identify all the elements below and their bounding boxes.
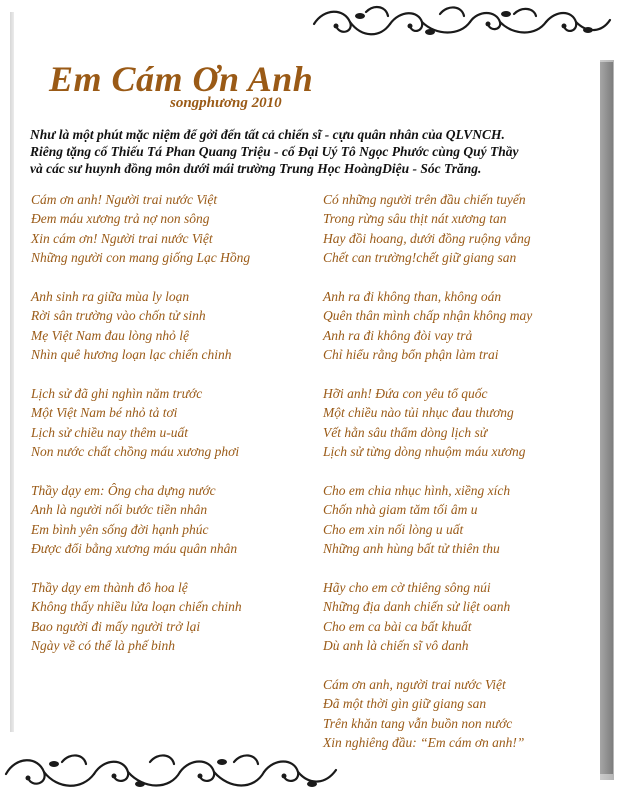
poem-line: Chốn nhà giam tăm tối âm u <box>323 502 478 518</box>
poem-line: Chết can trường!chết giữ giang san <box>323 250 517 266</box>
poem-line: Anh sinh ra giữa mùa ly loạn <box>31 289 190 305</box>
poem-line: Cám ơn anh, người trai nước Việt <box>323 677 506 693</box>
stanza <box>323 675 613 753</box>
poem-line: Xin cám ơn! Người trai nước Việt <box>31 230 213 246</box>
poem-line: Trong rừng sâu thịt nát xương tan <box>323 211 507 227</box>
poem-title: Em Cám Ơn Anh <box>49 59 314 99</box>
poem-line: Mẹ Việt Nam đau lòng nhỏ lệ <box>31 327 189 343</box>
stanza <box>31 384 321 462</box>
stanza <box>323 481 613 559</box>
poem-line: Thầy dạy em: Ông cha dựng nước <box>31 483 216 499</box>
poem-line: Lịch sử từng dòng nhuộm máu xương <box>323 444 526 460</box>
poem-line: Anh ra đi không đòi vay trả <box>323 327 473 343</box>
poem-line: Cho em chia nhục hình, xiềng xích <box>323 483 511 499</box>
stanza <box>323 578 613 656</box>
dedication <box>30 126 595 177</box>
poem-line: Lịch sử chiều nay thêm u-uất <box>31 424 188 440</box>
poem-line: Lịch sử đã ghi nghìn năm trước <box>31 386 203 402</box>
dedication-line: và các sư huynh đồng môn dưới mái trường Trung Học HoàngDiệu - Sóc Trăng. <box>30 161 482 176</box>
poem-line: Hỡi anh! Đứa con yêu tổ quốc <box>323 386 488 402</box>
poem-line: Thầy dạy em thành đô hoa lệ <box>31 580 188 596</box>
poem-line: Một chiều nào tủi nhục đau thương <box>323 405 514 421</box>
poem-line: Có những người trên đầu chiến tuyến <box>323 192 526 207</box>
poem-line: Ngày về có thể là phế binh <box>31 638 175 654</box>
poem-line: Hay đồi hoang, dưới đồng ruộng vắng <box>323 230 531 246</box>
poem-line: Trên khăn tang vẫn buồn non nước <box>323 715 513 731</box>
stanza <box>31 287 321 365</box>
poem-line: Bao người đi mấy người trở lại <box>31 618 201 634</box>
poem-line: Hãy cho em cờ thiêng sông núi <box>323 580 491 596</box>
poem-line: Em bình yên sống đời hạnh phúc <box>31 521 209 537</box>
poem-line: Anh ra đi không than, không oán <box>323 289 502 305</box>
stanza <box>31 578 321 656</box>
stanza <box>323 384 613 462</box>
poem-line: Nhìn quê hương loạn lạc chiến chinh <box>31 347 232 363</box>
poem-line: Non nước chất chồng máu xương phơi <box>31 444 240 460</box>
poem-line: Xin nghiêng đầu: “Em cám ơn anh!” <box>323 735 525 751</box>
poem-line: Rời sân trường vào chốn tử sinh <box>31 308 206 324</box>
poem-line: Cám ơn anh! Người trai nước Việt <box>31 192 218 207</box>
poem-column-left <box>31 190 321 675</box>
stanza <box>31 190 321 268</box>
poem-line: Những người con mang giống Lạc Hồng <box>31 250 251 266</box>
poem-line: Không thấy nhiều lửa loạn chiến chinh <box>31 599 242 615</box>
poem-line: Dù anh là chiến sĩ vô danh <box>323 638 469 654</box>
dedication-line: Riêng tặng cố Thiếu Tá Phan Quang Triệu - cố Đại Uý Tô Ngọc Phước cùng Quý Thầy <box>30 144 519 159</box>
poem-line: Quên thân mình chấp nhận không may <box>323 308 533 324</box>
scroll-ornament-bottom-left-icon <box>0 744 342 800</box>
scroll-ornament-top-right-icon <box>300 2 618 44</box>
stanza <box>323 287 613 365</box>
stanza <box>31 481 321 559</box>
poem-line: Vết hằn sâu thẩm dòng lịch sử <box>323 424 488 440</box>
poem-line: Những anh hùng bất tử thiên thu <box>323 541 500 557</box>
poem-line: Một Việt Nam bé nhỏ tả tơi <box>31 405 178 421</box>
poem-line: Những địa danh chiến sử liệt oanh <box>323 599 511 615</box>
poem-line: Chỉ hiểu rằng bổn phận làm trai <box>323 347 499 363</box>
poem-line: Cho em xin nối lòng u uất <box>323 521 464 537</box>
poem-line: Cho em ca bài ca bất khuất <box>323 618 472 634</box>
poem-line: Anh là người nối bước tiền nhân <box>31 502 208 518</box>
dedication-line: Như là một phút mặc niệm để gởi đến tất cả chiến sĩ - cựu quân nhân của QLVNCH. <box>30 127 505 142</box>
stanza <box>323 190 613 268</box>
poem-line: Đã một thời gìn giữ giang san <box>323 696 487 712</box>
author-byline: songphương 2010 <box>170 95 282 111</box>
poem-line: Đem máu xương trả nợ non sông <box>31 211 210 227</box>
poem-column-right <box>323 190 613 772</box>
poem-line: Được đổi bằng xương máu quân nhân <box>31 541 238 557</box>
